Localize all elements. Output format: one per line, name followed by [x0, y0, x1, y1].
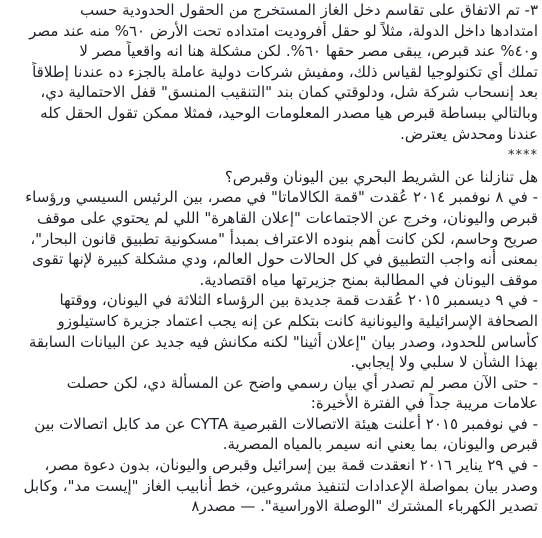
paragraph-maritime-strip [4, 167, 538, 517]
text-line: امتدادها داخل الدولة، مثلاً لو حقل أفروديت امتداده تحت الأرض ٦٠% منه عند مصر [29, 21, 538, 40]
text-line: تصدير الكهرباء المشترك "الوصلة الاوراسية". — مصدر٨ [191, 497, 538, 516]
text-line: - حتى الآن مصر لم تصدر أي بيان رسمي واضح عن المسألة دي، لكن حصلت [66, 373, 538, 392]
text-line: موقف اليونان في المطالبة بمنح جزيرتها مياه اقتصادية. [199, 270, 538, 289]
text-line: - في ٢٩ يناير ٢٠١٦ انعقدت قمة بين إسرائيل وقبرص واليونان، بدون دعوة مصر، [44, 456, 538, 475]
text-line: تملك أي تكنولوجيا لقياس ذلك، ومفيش شركات دولية عاملة بالجزء ده عندنا إطلاقاً [32, 62, 538, 81]
text-line: عندنا ومحدش يعترض. [400, 124, 538, 143]
text-line: بعد إنسحاب شركة شل، ودلوقتي كمان بند "التنقيب المنسق" قفل الاحتمالية دي، [40, 83, 538, 102]
text-line: صريح وحاسم، لكن كانت أهم بنوده الاعتراف بمبدأ "مسكونية تطبيق قانون البحار"، [30, 229, 538, 248]
text-line: بهذا الشأن لا سلبي ولا إيجابي. [350, 353, 538, 372]
section-question: هل تنازلنا عن الشريط البحري بين اليونان وقبرص؟ [224, 167, 538, 186]
text-line: - في ٩ ديسمبر ٢٠١٥ عُقدت قمة جديدة بين الرؤساء الثلاثة في اليونان، ووقتها [59, 291, 538, 310]
paragraph-gas-sharing [4, 0, 538, 144]
text-line: بمعنى أنه واجب التطبيق في كل الحالات حول العالم، ودي مشكلة كبيرة لإنها تقوى [32, 250, 538, 269]
text-line: ٣- تم الاتفاق على تقاسم دخل الغاز المستخرج من الحقول الحدودية حسب [79, 1, 538, 19]
section-separator: **** [508, 148, 538, 164]
text-line: - في نوفمبر ٢٠١٥ أعلنت هيئة الاتصالات القبرصية CYTA عن مد كابل اتصالات بين [34, 414, 538, 433]
text-line: قبرص واليونان، بما يعني انه سيمر بالمياه المصرية. [222, 435, 538, 454]
text-line: علامات مريبة جداً في الفترة الأخيرة: [310, 394, 538, 413]
text-line: - في ٨ نوفمبر ٢٠١٤ عُقدت "قمة الكالاماتا" في مصر، بين الرئيس السيسي ورؤساء [25, 188, 538, 207]
text-line: وصدر بيان بمواصلة الإعدادات لتنفيذ مشروعين، خط أنابيب الغاز "إيست مد"، وكابل [23, 476, 538, 495]
text-line: وبالتالي ببساطة قبرص هيا مصدر المعلومات الوحيد، فمثلا ممكن تقول الحقل كله [40, 103, 538, 122]
text-line: الصحافة الإسرائيلية واليونانية كانت بتكلم عن إنه يجب اعتماد جزيرة كاستيلوزو [57, 311, 538, 330]
text-line: كأساس للحدود، وصدر بيان "إعلان أثينا" لكنه مكانش فيه جديد عن البيانات السابقة [28, 332, 538, 351]
text-line: و٤٠% عند قبرص، يبقى مصر حقها ٦٠%. لكن مشكلة هنا انه واقعياً مصر لا [79, 42, 538, 61]
text-line: قبرص واليونان، وخرج عن الاجتماعات "إعلان القاهرة" اللي لم يحتوي على موقف [36, 208, 538, 227]
